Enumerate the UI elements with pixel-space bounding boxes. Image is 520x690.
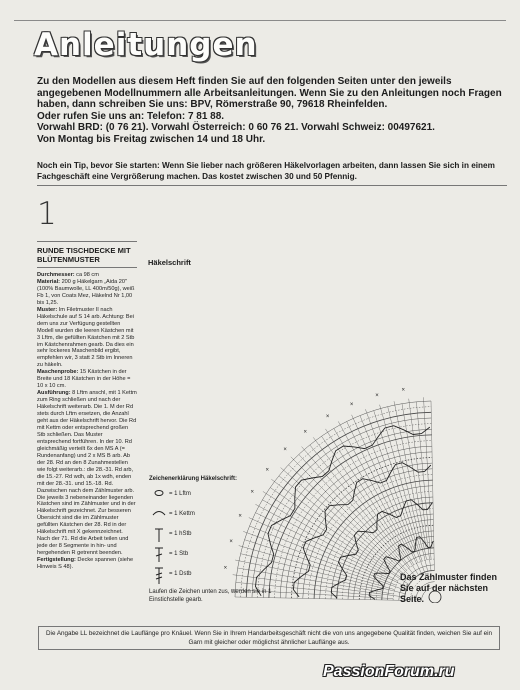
chart-spoke	[291, 457, 414, 580]
chart-spoke	[409, 399, 431, 572]
legend-note: Laufen die Zeichen unten zus, werden sie in 1 Einstichstelle gearb.	[149, 588, 272, 603]
instruction-text: 15 Kästchen in der Breite und 18 Kästchen in der Höhe = 10 x 10 cm.	[37, 369, 131, 390]
legend	[149, 476, 274, 604]
chart-spoke	[263, 492, 410, 585]
top-divider	[14, 20, 506, 21]
chart-spoke	[279, 476, 412, 582]
double-crochet-icon	[151, 547, 167, 563]
legend-label-stb: = 1 Stb	[169, 550, 189, 557]
slip-stitch-icon	[151, 507, 167, 519]
chart-spoke	[338, 421, 409, 553]
chart-edge-mark: ×	[283, 447, 287, 454]
intro-hours: Von Montag bis Freitag zwischen 14 und 18 Uhr.	[37, 133, 266, 145]
instruction-paragraph	[37, 369, 137, 390]
instruction-text: Im Filetmuster II nach Häkelschule auf S 14 arb. Achtung: Bei dem uns zur Verfügung gestellten Modell wurden die leeren Kästchen mit 3 Lftm, die gefüllten Kästchen mit 2 Stb im Kästchenrahmen gearb. Da dies ein sehr lockeres Maschenbild ergibt, empfehlen wir, 3 statt 2 Stb im Inneren zu häkeln.	[37, 306, 135, 369]
chart-edge-mark: ×	[250, 489, 254, 496]
chart-edge-mark: ×	[325, 414, 330, 421]
chart-edge-mark: ×	[265, 467, 270, 474]
instruction-paragraph	[37, 557, 137, 571]
instruction-paragraph	[37, 307, 137, 370]
treble-crochet-icon	[151, 567, 167, 585]
legend-row-chain	[149, 484, 274, 504]
instruction-label: Maschenprobe:	[37, 369, 79, 376]
intro-phone: Oder rufen Sie uns an: Telefon: 7 81 88.	[37, 110, 225, 122]
chart-edge-mark: ×	[238, 513, 242, 520]
instruction-paragraph	[37, 272, 137, 279]
instruction-text: 8 Lftm anschl, mit 1 Kettm zum Ring schließen und nach der Häkelschrift weiterarb. Die 1. M der Rd stets durch Lftm ersetzen, die Anzahl geht aus der Häkelschrift hervor. Die Rd mit Kettm oder entsprechend großen Stb schließen. Das Muster entsprechend fortführen. In der 10. Rd gleichmäßig verteilt 6x den MS A (= Rundenanfang) und 2 x MS B arb. Ab der 28. Rd an den 8 Zunahmestellen wie folgt weiterarb.: die 28.-31. Rd arb, die 15.-27. Rd wdh, ab 1x wdh, enden mit der 28.-31. und 15.-18. Rd. Dazwischen nach dem Zählmuster arb. Die jeweils 3 nebeneinander liegenden Kästchen sind im Zählmuster und in der Häkelschrift gezeichnet. Zur besseren Übersicht sind die im Zählmuster gefüllten Kästchen der 28. Rd in der Häkelschrift mit X gekennzeichnet. Nach der 71. Rd die Arbeit teilen und jede der 8 Segmente in hin- und hergehenden R getrennt beenden.	[37, 390, 137, 557]
legend-label-hstb: = 1 hStb	[169, 530, 192, 537]
model-instructions	[37, 196, 137, 571]
legend-label-slip: = 1 Kettm	[169, 510, 195, 517]
chart-edge-mark: ×	[401, 387, 406, 394]
model-title: RUNDE TISCHDECKE MIT BLÜTENMUSTER	[37, 246, 131, 264]
legend-label-dstb: = 1 Dstb	[169, 570, 192, 577]
chart-edge-mark: ×	[303, 429, 308, 436]
instruction-label: Durchmesser:	[37, 272, 75, 278]
chain-stitch-icon	[151, 487, 167, 499]
chart-spoke	[256, 513, 409, 588]
chart-edge-mark: ×	[223, 565, 228, 572]
footer-note: Die Angabe LL bezeichnet die Lauflänge pro Knäuel. Wenn Sie in Ihrem Handarbeitsgeschäft nicht die von uns angegebene Qualität finden, weichen Sie auf ein Garn mit gleicher oder möglichst ähnlicher Lauflänge aus.	[38, 626, 500, 650]
instruction-label: Muster:	[37, 306, 58, 313]
model-number: 1	[37, 196, 57, 232]
instruction-text: Decke spannen (siehe Hinweis S 48).	[37, 557, 134, 571]
legend-title: Zeichenerklärung Häkelschrift:	[149, 476, 238, 482]
count-chart-reference: Das Zählmuster finden Sie auf der nächsten Seite.	[400, 572, 498, 604]
chart-label: Häkelschrift	[148, 258, 191, 267]
instruction-paragraph	[37, 279, 137, 307]
chart-edge-mark: ×	[229, 539, 233, 545]
legend-row-stb	[149, 544, 274, 564]
chart-spoke	[270, 488, 400, 578]
instruction-text: 200 g Häkelgarn „Aida 20" (100% Baumwolle, LL 400m/50g), weiß Fb 1, von Coats Mez, Häkelnd Nr 1,00 bis 1,25.	[37, 278, 135, 306]
model-title-divider	[37, 267, 137, 268]
intro-paragraph-1: Zu den Modellen aus diesem Heft finden Sie auf den folgenden Seiten unter den jeweils angegebenen Modellnummern alle Arbeitsanleitungen. Wenn Sie zu den Anleitungen noch Fragen haben, dann schreiben Sie uns: BPV, Römerstraße 90, 79618 Rheinfelden.	[37, 76, 502, 110]
chart-edge-mark: ×	[375, 393, 379, 400]
page-title: Anleitungen	[34, 27, 258, 63]
watermark: PassionForum.ru	[323, 663, 455, 680]
tip-divider	[37, 185, 507, 186]
tip-text: Noch ein Tip, bevor Sie starten: Wenn Sie lieber nach größeren Häkelvorlagen arbeiten, dann lassen Sie sich in einem Fachgeschäft eine Vergrößerung machen. Das kostet zwischen 30 und 50 Pfennig.	[37, 161, 495, 181]
chart-petal-outline	[256, 426, 430, 596]
intro-dialing-codes: Vorwahl BRD: (0 76 21). Vorwahl Österreich: 0 60 76 21. Vorwahl Schweiz: 00497621.	[37, 122, 435, 133]
instruction-label: Fertigstellung:	[37, 557, 76, 564]
instruction-body	[37, 272, 137, 571]
chart-spoke	[326, 429, 419, 576]
instruction-text: ca 98 cm	[74, 272, 99, 278]
half-double-crochet-icon	[151, 527, 167, 543]
legend-label-chain: = 1 Lftm	[169, 490, 191, 497]
legend-row-dstb	[149, 564, 274, 584]
instruction-paragraph	[37, 390, 137, 557]
chart-edge-mark: ×	[349, 402, 354, 409]
legend-row-slip	[149, 504, 274, 524]
legend-row-hstb	[149, 524, 274, 544]
instruction-label: Material:	[37, 278, 61, 285]
chart-spoke	[313, 437, 410, 567]
instruction-label: Ausführung:	[37, 390, 71, 397]
chart-spoke	[402, 404, 426, 548]
model-divider	[37, 241, 137, 242]
intro-text	[37, 76, 507, 145]
